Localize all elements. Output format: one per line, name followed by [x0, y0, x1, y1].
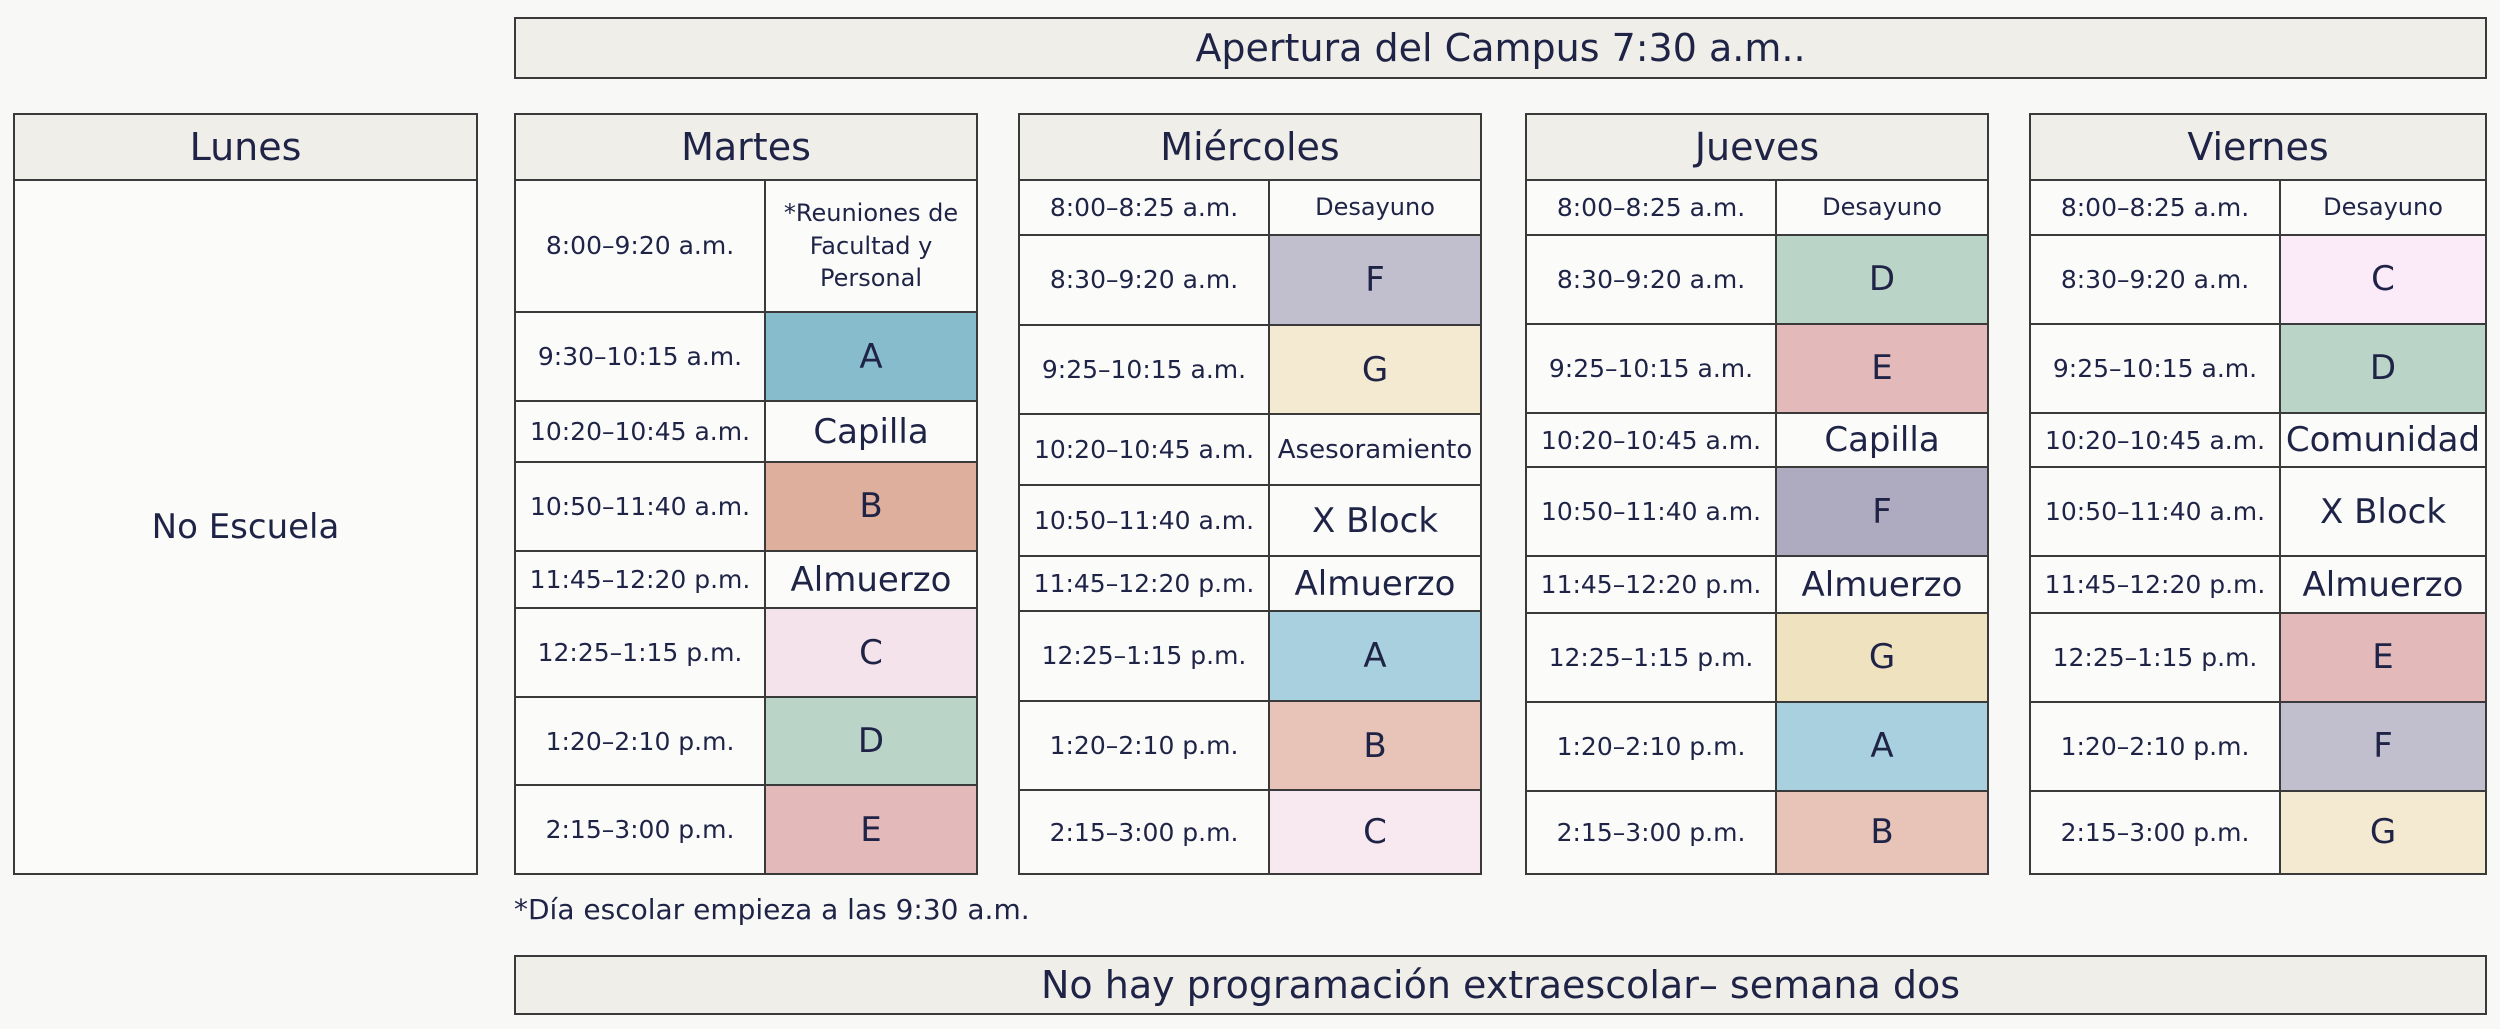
- schedule-row: [1527, 323, 1987, 412]
- time-slot: 2:15–3:00 p.m.: [2031, 792, 2281, 873]
- activity-cell: Desayuno: [1270, 181, 1480, 234]
- schedule-row: [1527, 790, 1987, 873]
- schedule-row: [516, 550, 976, 607]
- activity-cell: D: [1777, 236, 1987, 323]
- time-slot: 10:50–11:40 a.m.: [1527, 468, 1777, 555]
- time-slot: 1:20–2:10 p.m.: [1020, 702, 1270, 790]
- time-slot: 11:45–12:20 p.m.: [2031, 557, 2281, 612]
- no-after-school-banner: No hay programación extraescolar– semana dos: [514, 955, 2487, 1015]
- time-slot: 8:30–9:20 a.m.: [2031, 236, 2281, 323]
- day-body: [2031, 181, 2485, 873]
- activity-cell: Almuerzo: [1777, 557, 1987, 612]
- schedule-row: [1020, 610, 1480, 700]
- schedule-row: [1020, 234, 1480, 324]
- schedule-row: [2031, 412, 2485, 467]
- time-slot: 12:25–1:15 p.m.: [2031, 614, 2281, 701]
- time-slot: 2:15–3:00 p.m.: [1020, 791, 1270, 873]
- activity-cell: *Reuniones de Facultad y Personal: [766, 181, 976, 311]
- time-slot: 10:50–11:40 a.m.: [2031, 468, 2281, 555]
- schedule-row: [2031, 555, 2485, 612]
- schedule-row: [2031, 323, 2485, 412]
- schedule-row: [1527, 701, 1987, 790]
- schedule-row: [1527, 466, 1987, 555]
- time-slot: 12:25–1:15 p.m.: [516, 609, 766, 696]
- time-slot: 11:45–12:20 p.m.: [1527, 557, 1777, 612]
- schedule-row: [2031, 181, 2485, 234]
- activity-cell: Almuerzo: [2281, 557, 2485, 612]
- activity-cell: B: [1777, 792, 1987, 873]
- time-slot: 11:45–12:20 p.m.: [1020, 557, 1270, 610]
- activity-cell: E: [766, 786, 976, 873]
- day-body: [1527, 181, 1987, 873]
- day-header: Miércoles: [1020, 115, 1480, 181]
- activity-cell: X Block: [2281, 468, 2485, 555]
- time-slot: 9:25–10:15 a.m.: [2031, 325, 2281, 412]
- time-slot: 1:20–2:10 p.m.: [1527, 703, 1777, 790]
- activity-cell: F: [1270, 236, 1480, 324]
- time-slot: 10:20–10:45 a.m.: [516, 402, 766, 460]
- day-body: [516, 181, 976, 873]
- time-slot: 8:00–8:25 a.m.: [2031, 181, 2281, 234]
- activity-cell: Capilla: [1777, 414, 1987, 467]
- schedule-row: [2031, 701, 2485, 790]
- activity-cell: Comunidad: [2281, 414, 2485, 467]
- schedule-row: [1020, 413, 1480, 484]
- schedule-row: [2031, 234, 2485, 323]
- activity-cell: G: [2281, 792, 2485, 873]
- time-slot: 11:45–12:20 p.m.: [516, 552, 766, 607]
- schedule-row: [516, 400, 976, 460]
- schedule-row: [1020, 324, 1480, 414]
- time-slot: 1:20–2:10 p.m.: [516, 698, 766, 785]
- day-body: [1020, 181, 1480, 873]
- day-column-2: [1018, 113, 1482, 875]
- schedule-row: [516, 311, 976, 401]
- activity-cell: D: [766, 698, 976, 785]
- activity-cell: Capilla: [766, 402, 976, 460]
- activity-cell: G: [1777, 614, 1987, 701]
- activity-cell: F: [2281, 703, 2485, 790]
- activity-cell: C: [2281, 236, 2485, 323]
- activity-cell: F: [1777, 468, 1987, 555]
- campus-opening-banner: Apertura del Campus 7:30 a.m..: [514, 17, 2487, 79]
- activity-cell: A: [766, 313, 976, 401]
- time-slot: 8:00–8:25 a.m.: [1527, 181, 1777, 234]
- time-slot: 8:30–9:20 a.m.: [1527, 236, 1777, 323]
- schedule-row: [516, 461, 976, 551]
- time-slot: 9:25–10:15 a.m.: [1020, 326, 1270, 414]
- time-slot: 9:25–10:15 a.m.: [1527, 325, 1777, 412]
- activity-cell: C: [1270, 791, 1480, 873]
- activity-cell: A: [1777, 703, 1987, 790]
- activity-cell: E: [1777, 325, 1987, 412]
- activity-cell: C: [766, 609, 976, 696]
- activity-cell: Desayuno: [1777, 181, 1987, 234]
- day-column-0: [13, 113, 478, 875]
- schedule-row: [2031, 612, 2485, 701]
- time-slot: 12:25–1:15 p.m.: [1527, 614, 1777, 701]
- day-column-3: [1525, 113, 1989, 875]
- time-slot: 2:15–3:00 p.m.: [1527, 792, 1777, 873]
- day-column-4: [2029, 113, 2487, 875]
- time-slot: 10:20–10:45 a.m.: [1020, 415, 1270, 484]
- activity-cell: Asesoramiento: [1270, 415, 1480, 484]
- schedule-row: [516, 696, 976, 785]
- schedule-row: [516, 784, 976, 873]
- activity-cell: Almuerzo: [766, 552, 976, 607]
- time-slot: 8:00–8:25 a.m.: [1020, 181, 1270, 234]
- schedule-row: [516, 181, 976, 311]
- schedule-row: [1020, 555, 1480, 610]
- activity-cell: B: [766, 463, 976, 551]
- activity-cell: G: [1270, 326, 1480, 414]
- time-slot: 2:15–3:00 p.m.: [516, 786, 766, 873]
- time-slot: 10:20–10:45 a.m.: [2031, 414, 2281, 467]
- activity-cell: E: [2281, 614, 2485, 701]
- time-slot: 8:00–9:20 a.m.: [516, 181, 766, 311]
- schedule-row: [2031, 466, 2485, 555]
- day-header: Lunes: [15, 115, 476, 181]
- day-header: Martes: [516, 115, 976, 181]
- activity-cell: D: [2281, 325, 2485, 412]
- activity-cell: X Block: [1270, 486, 1480, 555]
- activity-cell: Almuerzo: [1270, 557, 1480, 610]
- day-column-1: [514, 113, 978, 875]
- time-slot: 8:30–9:20 a.m.: [1020, 236, 1270, 324]
- time-slot: 10:50–11:40 a.m.: [1020, 486, 1270, 555]
- schedule-row: [1020, 700, 1480, 790]
- schedule-row: [516, 607, 976, 696]
- time-slot: 9:30–10:15 a.m.: [516, 313, 766, 401]
- activity-cell: Desayuno: [2281, 181, 2485, 234]
- time-slot: 1:20–2:10 p.m.: [2031, 703, 2281, 790]
- schedule-row: [1527, 412, 1987, 467]
- schedule-row: [1527, 181, 1987, 234]
- schedule-row: [1527, 555, 1987, 612]
- schedule-row: [1020, 789, 1480, 873]
- time-slot: 10:20–10:45 a.m.: [1527, 414, 1777, 467]
- day-header: Viernes: [2031, 115, 2485, 181]
- schedule-row: [1527, 234, 1987, 323]
- schedule-row: [1020, 484, 1480, 555]
- activity-cell: A: [1270, 612, 1480, 700]
- schedule-row: [1527, 612, 1987, 701]
- schedule-row: [1020, 181, 1480, 234]
- time-slot: 12:25–1:15 p.m.: [1020, 612, 1270, 700]
- time-slot: 10:50–11:40 a.m.: [516, 463, 766, 551]
- day-header: Jueves: [1527, 115, 1987, 181]
- day-body: [15, 181, 476, 873]
- activity-cell: B: [1270, 702, 1480, 790]
- schedule-row: [2031, 790, 2485, 873]
- schedule-footnote: *Día escolar empieza a las 9:30 a.m.: [514, 893, 1030, 926]
- no-school-note: No Escuela: [151, 507, 340, 547]
